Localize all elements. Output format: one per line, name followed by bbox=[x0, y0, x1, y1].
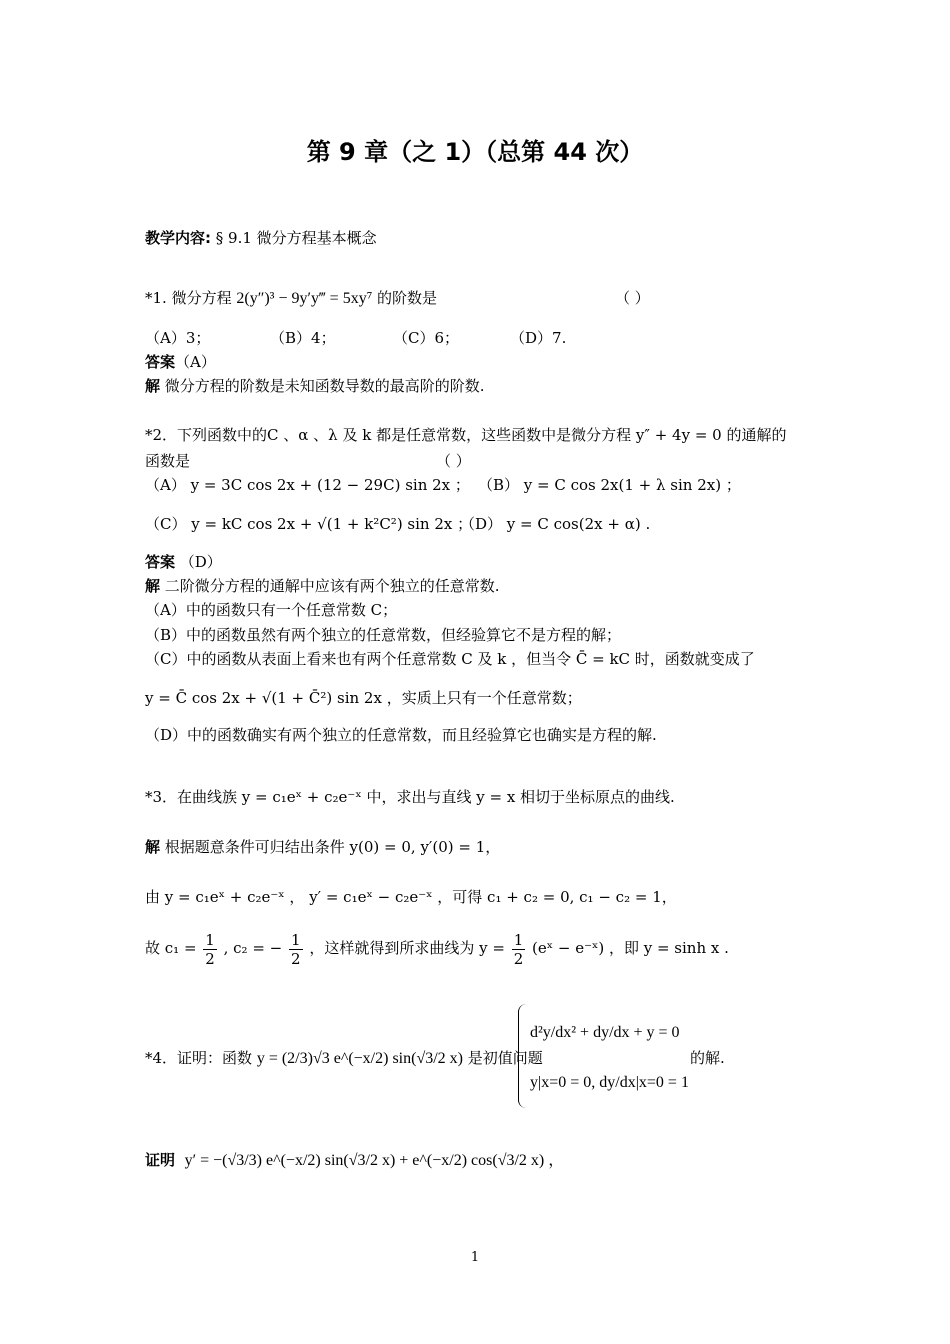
system-brace bbox=[518, 1004, 529, 1108]
q2-solution-5: y = C̄ cos 2x + √(1 + C̄²) sin 2x ，实质上只有一个任意常数； bbox=[145, 689, 582, 707]
q2-option-c: （C） y = kC cos 2x + √(1 + k²C²) sin 2x ； bbox=[145, 515, 473, 533]
q2-paren: （ ） bbox=[436, 452, 471, 470]
q1-answer: 答案（A） bbox=[145, 353, 216, 371]
q4-proof: 证明 y′ = −(√3/3) e^(−x/2) sin(√3/2 x) + e^(−x/2) cos(√3/2 x) ， bbox=[145, 1151, 565, 1169]
q1-paren: （ ） bbox=[615, 289, 650, 307]
q2-option-d: （D） y = C cos(2x + α) . bbox=[460, 515, 651, 533]
q1-option-d: （D）7. bbox=[510, 329, 567, 347]
q2-solution-4: （C）中的函数从表面上看来也有两个任意常数 C 及 k ，但当令 C̄ = kC 时，函数就变成了 bbox=[145, 650, 755, 668]
q1-option-a: （A）3； bbox=[145, 329, 211, 347]
q1-option-c: （C）6； bbox=[393, 329, 460, 347]
q4-line: *4．证明：函数 y = (2/3)√3 e^(−x/2) sin(√3/2 x) 是初值问题 bbox=[145, 1049, 543, 1067]
q3-solution-1: 解 根据题意条件可归结出条件 y(0) = 0, y′(0) = 1， bbox=[145, 838, 501, 856]
q1-line: *1. 微分方程 2(y″)³ − 9y′y‴ = 5xy⁷ 的阶数是 bbox=[145, 289, 438, 307]
q4-equation-2: y|x=0 = 0, dy/dx|x=0 = 1 bbox=[530, 1074, 689, 1091]
content-line: 教学内容: § 9.1 微分方程基本概念 bbox=[145, 229, 377, 247]
q2-solution-1: 解 二阶微分方程的通解中应该有两个独立的任意常数. bbox=[145, 577, 500, 595]
q2-option-b: （B） y = C cos 2x(1 + λ sin 2x) ； bbox=[478, 476, 741, 494]
q2-line1: *2．下列函数中的C 、α 、λ 及 k 都是任意常数，这些函数中是微分方程 y″ + 4y = 0 的通解的 bbox=[145, 426, 787, 444]
q3-solution-3: 故 c₁ = $\frac{1}{2}$ , c₂ = − $\frac{1}{2}$ ，这样就得到所求曲线为 y = $\frac{1}{2}$ (eˣ − e⁻ˣ) ，即 y = sinh x . bbox=[145, 930, 729, 968]
q3-solution-2: 由 y = c₁eˣ + c₂e⁻ˣ ， y′ = c₁eˣ − c₂e⁻ˣ ，可得 c₁ + c₂ = 0, c₁ − c₂ = 1， bbox=[145, 888, 677, 906]
q2-solution-6: （D）中的函数确实有两个独立的任意常数，而且经验算它也确实是方程的解. bbox=[145, 726, 657, 744]
q2-answer: 答案 （D） bbox=[145, 553, 222, 571]
page-title: 第 9 章（之 1）（总第 44 次） bbox=[306, 138, 644, 166]
q1-solution: 解 微分方程的阶数是未知函数导数的最高阶的阶数. bbox=[145, 377, 485, 395]
q4-suffix: 的解. bbox=[690, 1049, 725, 1067]
q2-solution-3: （B）中的函数虽然有两个独立的任意常数，但经验算它不是方程的解； bbox=[145, 626, 622, 644]
q3-line: *3．在曲线族 y = c₁eˣ + c₂e⁻ˣ 中，求出与直线 y = x 相切于坐标原点的曲线. bbox=[145, 788, 675, 806]
page-number: 1 bbox=[470, 1250, 480, 1265]
q4-equation-1: d²y/dx² + dy/dx + y = 0 bbox=[530, 1024, 680, 1041]
q2-solution-2: （A）中的函数只有一个任意常数 C； bbox=[145, 601, 398, 619]
q2-line2: 函数是 bbox=[145, 452, 191, 470]
q1-option-b: （B）4； bbox=[270, 329, 336, 347]
q2-option-a: （A） y = 3C cos 2x + (12 − 29C) sin 2x ； bbox=[145, 476, 470, 494]
